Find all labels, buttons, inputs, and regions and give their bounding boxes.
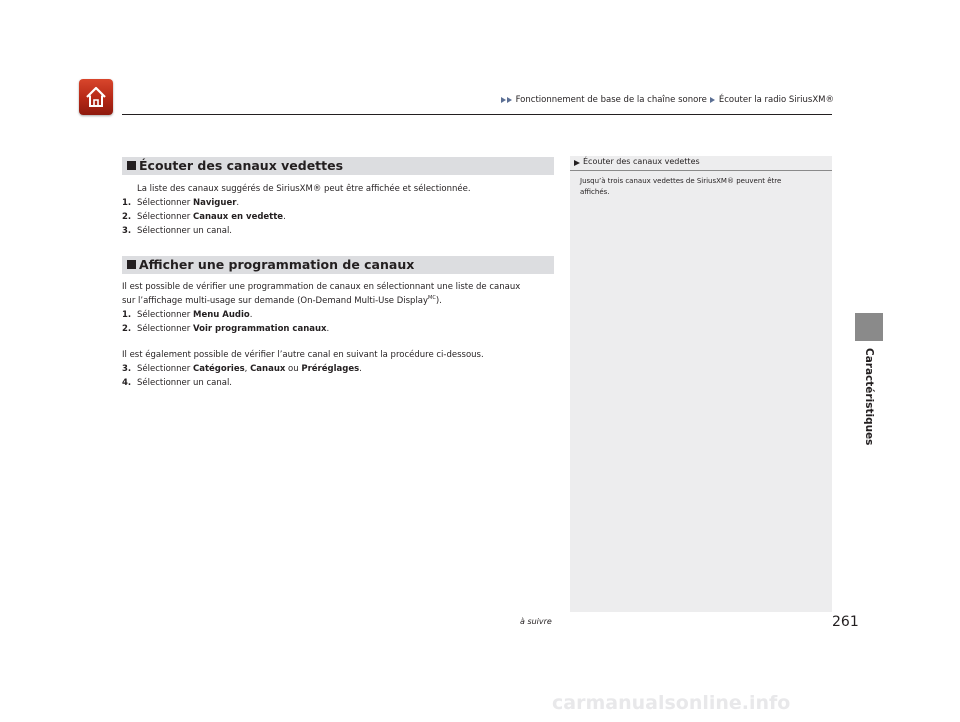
section-square-icon bbox=[127, 161, 136, 170]
breadcrumb-arrow-icon bbox=[710, 97, 715, 103]
step-2: 2. Sélectionner Canaux en vedette. bbox=[122, 212, 286, 222]
step-1: 1. Sélectionner Menu Audio. bbox=[122, 310, 253, 320]
sidebar-note-title[interactable]: Écouter des canaux vedettes bbox=[583, 157, 700, 166]
option-menu-audio: Menu Audio bbox=[193, 310, 250, 320]
section1-intro: La liste des canaux suggérés de SiriusXM® peut être affichée et sélectionnée. bbox=[137, 184, 471, 194]
section2-intro-line1: Il est possible de vérifier une programmation de canaux en sélectionnant une liste de canaux bbox=[122, 282, 521, 292]
continued-label: à suivre bbox=[520, 617, 552, 626]
sidebar-note bbox=[570, 156, 832, 612]
step-3: 3. Sélectionner un canal. bbox=[122, 226, 233, 236]
breadcrumb-arrow-icon bbox=[501, 97, 506, 103]
step-4: 4. Sélectionner un canal. bbox=[122, 378, 233, 388]
option-categories: Catégories bbox=[193, 364, 245, 374]
breadcrumb-arrow-icon bbox=[507, 97, 512, 103]
step-2: 2. Sélectionner Voir programmation canaux. bbox=[122, 324, 330, 334]
option-canaux-en-vedette: Canaux en vedette bbox=[193, 212, 284, 222]
reference-arrow-icon bbox=[574, 160, 580, 166]
section-title: Afficher une programmation de canaux bbox=[139, 257, 415, 272]
option-naviguer: Naviguer bbox=[193, 198, 237, 208]
breadcrumb-item-chaine-sonore[interactable]: Fonctionnement de base de la chaîne sonore bbox=[515, 95, 707, 105]
watermark: carmanualsonline.info bbox=[552, 692, 791, 714]
home-icon bbox=[84, 85, 108, 109]
section2-middle-text: Il est également possible de vérifier l’autre canal en suivant la procédure ci-dessous. bbox=[122, 350, 484, 360]
section2-intro-line2: sur l’affichage multi-usage sur demande (On-Demand Multi-Use Display$^{MC}$). bbox=[122, 295, 442, 306]
step-3: 3. Sélectionner Catégories, Canaux ou Préréglages. bbox=[122, 364, 362, 374]
breadcrumb bbox=[501, 95, 834, 105]
chapter-tab-label: Caractéristiques bbox=[863, 348, 875, 446]
section-header-canaux-vedettes bbox=[122, 157, 554, 175]
section-title: Écouter des canaux vedettes bbox=[139, 158, 344, 173]
chapter-tab-marker[interactable] bbox=[855, 313, 883, 341]
section-square-icon bbox=[127, 260, 136, 269]
option-preréglages: Préréglages bbox=[301, 364, 360, 374]
page-number: 261 bbox=[832, 614, 859, 630]
option-canaux: Canaux bbox=[250, 364, 286, 374]
header-divider bbox=[122, 114, 832, 115]
breadcrumb-item-radio-siriusxm[interactable]: Écouter la radio SiriusXM® bbox=[718, 95, 834, 105]
step-1: 1. Sélectionner Naviguer. bbox=[122, 198, 240, 208]
sidebar-note-header bbox=[570, 156, 832, 171]
home-button[interactable] bbox=[79, 79, 113, 115]
section-header-programmation bbox=[122, 256, 554, 274]
option-voir-programmation: Voir programmation canaux bbox=[193, 324, 327, 334]
sidebar-note-body: Jusqu’à trois canaux vedettes de SiriusXM® peuvent être affichés. bbox=[580, 177, 782, 196]
